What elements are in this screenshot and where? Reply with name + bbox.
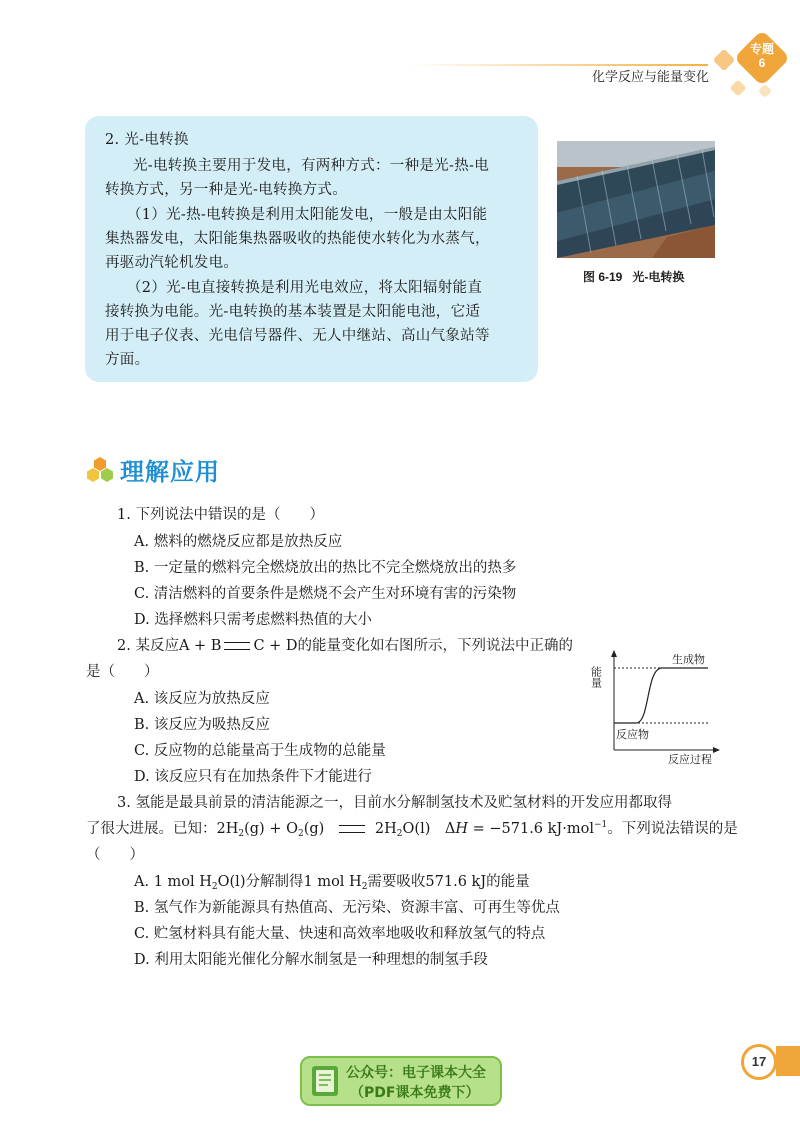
diagram-product-label: 生成物 <box>672 653 705 666</box>
q3-text: 。下列说法错误的是 <box>607 821 738 837</box>
page-number-tab <box>776 1046 800 1076</box>
q2-option-b: B. 该反应为吸热反应 <box>134 717 270 733</box>
q3-text: A. 1 mol H <box>134 874 212 890</box>
q3-text: 需要吸收571.6 kJ的能量 <box>367 874 530 890</box>
chapter-badge-text <box>742 42 782 70</box>
page-number: 17 <box>741 1044 777 1080</box>
section-title: 理解应用 <box>120 458 220 486</box>
q3-option-c: C. 贮氢材料具有能大量、快速和高效率地吸收和释放氢气的特点 <box>134 926 546 942</box>
equal-sign-double <box>224 642 250 650</box>
header-decoration <box>730 80 747 97</box>
equal-sign-double <box>339 825 365 833</box>
q3-text: 了很大进展。已知：2H <box>86 821 239 837</box>
header-decoration <box>758 84 772 98</box>
q3-option-a <box>134 871 530 893</box>
q3-text: H <box>455 821 468 837</box>
info-line: 用于电子仪表、光电信号器件、无人中继站、高山气象站等 <box>105 328 490 344</box>
q1-option-d: D. 选择燃料只需考虑燃料热值的大小 <box>134 612 372 628</box>
subscript: 2 <box>238 829 245 839</box>
subscript: 2 <box>211 882 218 892</box>
energy-diagram <box>590 650 720 765</box>
q2-stem-part: C + D的能量变化如右图所示，下列说法中正确的 <box>253 638 574 654</box>
q2-option-d: D. 该反应只有在加热条件下才能进行 <box>134 769 372 785</box>
q3-stem-line3: （ ） <box>86 847 144 863</box>
diagram-ylabel: 能量 <box>590 666 603 688</box>
q3-option-b: B. 氢气作为新能源具有热值高、无污染、资源丰富、可再生等优点 <box>134 900 560 916</box>
solar-panel-photo <box>557 141 715 258</box>
info-line: （2）光-电直接转换是利用光电效应，将太阳辐射能直 <box>127 280 483 296</box>
info-line: 再驱动汽轮机发电。 <box>105 255 239 271</box>
diagram-xlabel: 反应过程 <box>668 753 712 765</box>
info-heading: 2. 光-电转换 <box>105 132 189 148</box>
figure-caption <box>583 268 684 285</box>
q3-stem-line1: 3. 氢能是最具前景的清洁能源之一，目前水分解制氢技术及贮氢材料的开发应用都取得 <box>117 795 672 811</box>
chapter-title: 化学反应与能量变化 <box>592 69 710 84</box>
subscript: 2 <box>396 829 403 839</box>
info-line: 光-电转换主要用于发电，有两种方式：一种是光-热-电 <box>133 158 489 174</box>
figure-number: 图 6-19 <box>583 270 623 284</box>
info-line: 方面。 <box>105 352 150 368</box>
q2-option-a: A. 该反应为放热反应 <box>134 691 270 707</box>
q3-text: O(l) Δ <box>402 821 456 837</box>
watermark-line1: 公众号：电子课本大全 <box>346 1065 486 1081</box>
hexagon-cluster-icon <box>86 456 114 482</box>
q3-option-d: D. 利用太阳能光催化分解水制氢是一种理想的制氢手段 <box>134 952 488 968</box>
q3-text: 2H <box>374 821 397 837</box>
q1-option-c: C. 清洁燃料的首要条件是燃烧不会产生对环境有害的污染物 <box>134 586 517 602</box>
q1-stem: 1. 下列说法中错误的是（ ） <box>117 507 324 523</box>
q3-text: = −571.6 kJ·mol <box>468 821 594 837</box>
q2-stem-end: 是（ ） <box>86 664 159 680</box>
q1-option-a: A. 燃料的燃烧反应都是放热反应 <box>134 534 343 550</box>
watermark-banner <box>300 1056 502 1106</box>
info-line: 集热器发电，太阳能集热器吸收的热能使水转化为水蒸气， <box>105 231 490 247</box>
q1-option-b: B. 一定量的燃料完全燃烧放出的热比不完全燃烧放出的热多 <box>134 560 517 576</box>
watermark-line2: （PDF课本免费下） <box>350 1085 480 1101</box>
header-decoration <box>713 49 736 72</box>
info-line: 接转换为电能。光-电转换的基本装置是太阳能电池，它适 <box>105 304 481 320</box>
q3-text: O(l)分解制得1 mol H <box>217 874 362 890</box>
book-logo-icon <box>310 1064 340 1098</box>
info-line: 转换方式，另一种是光-电转换方式。 <box>105 182 347 198</box>
q3-stem-line2 <box>86 818 738 840</box>
figure-title: 光-电转换 <box>632 270 685 284</box>
q2-option-c: C. 反应物的总能量高于生成物的总能量 <box>134 743 386 759</box>
q2-stem-part: 2. 某反应A + B <box>117 638 222 654</box>
info-box <box>85 116 538 382</box>
info-line: （1）光-热-电转换是利用太阳能发电，一般是由太阳能 <box>127 207 488 223</box>
superscript: −1 <box>593 820 608 830</box>
badge-line1: 专题 <box>749 42 774 56</box>
subscript: 2 <box>361 882 368 892</box>
badge-line2: 6 <box>758 56 766 70</box>
q3-text: (g) + O <box>244 821 298 837</box>
q3-text: (g) <box>303 821 325 837</box>
subscript: 2 <box>297 829 304 839</box>
q2-stem <box>117 635 573 657</box>
diagram-reactant-label: 反应物 <box>616 728 649 741</box>
